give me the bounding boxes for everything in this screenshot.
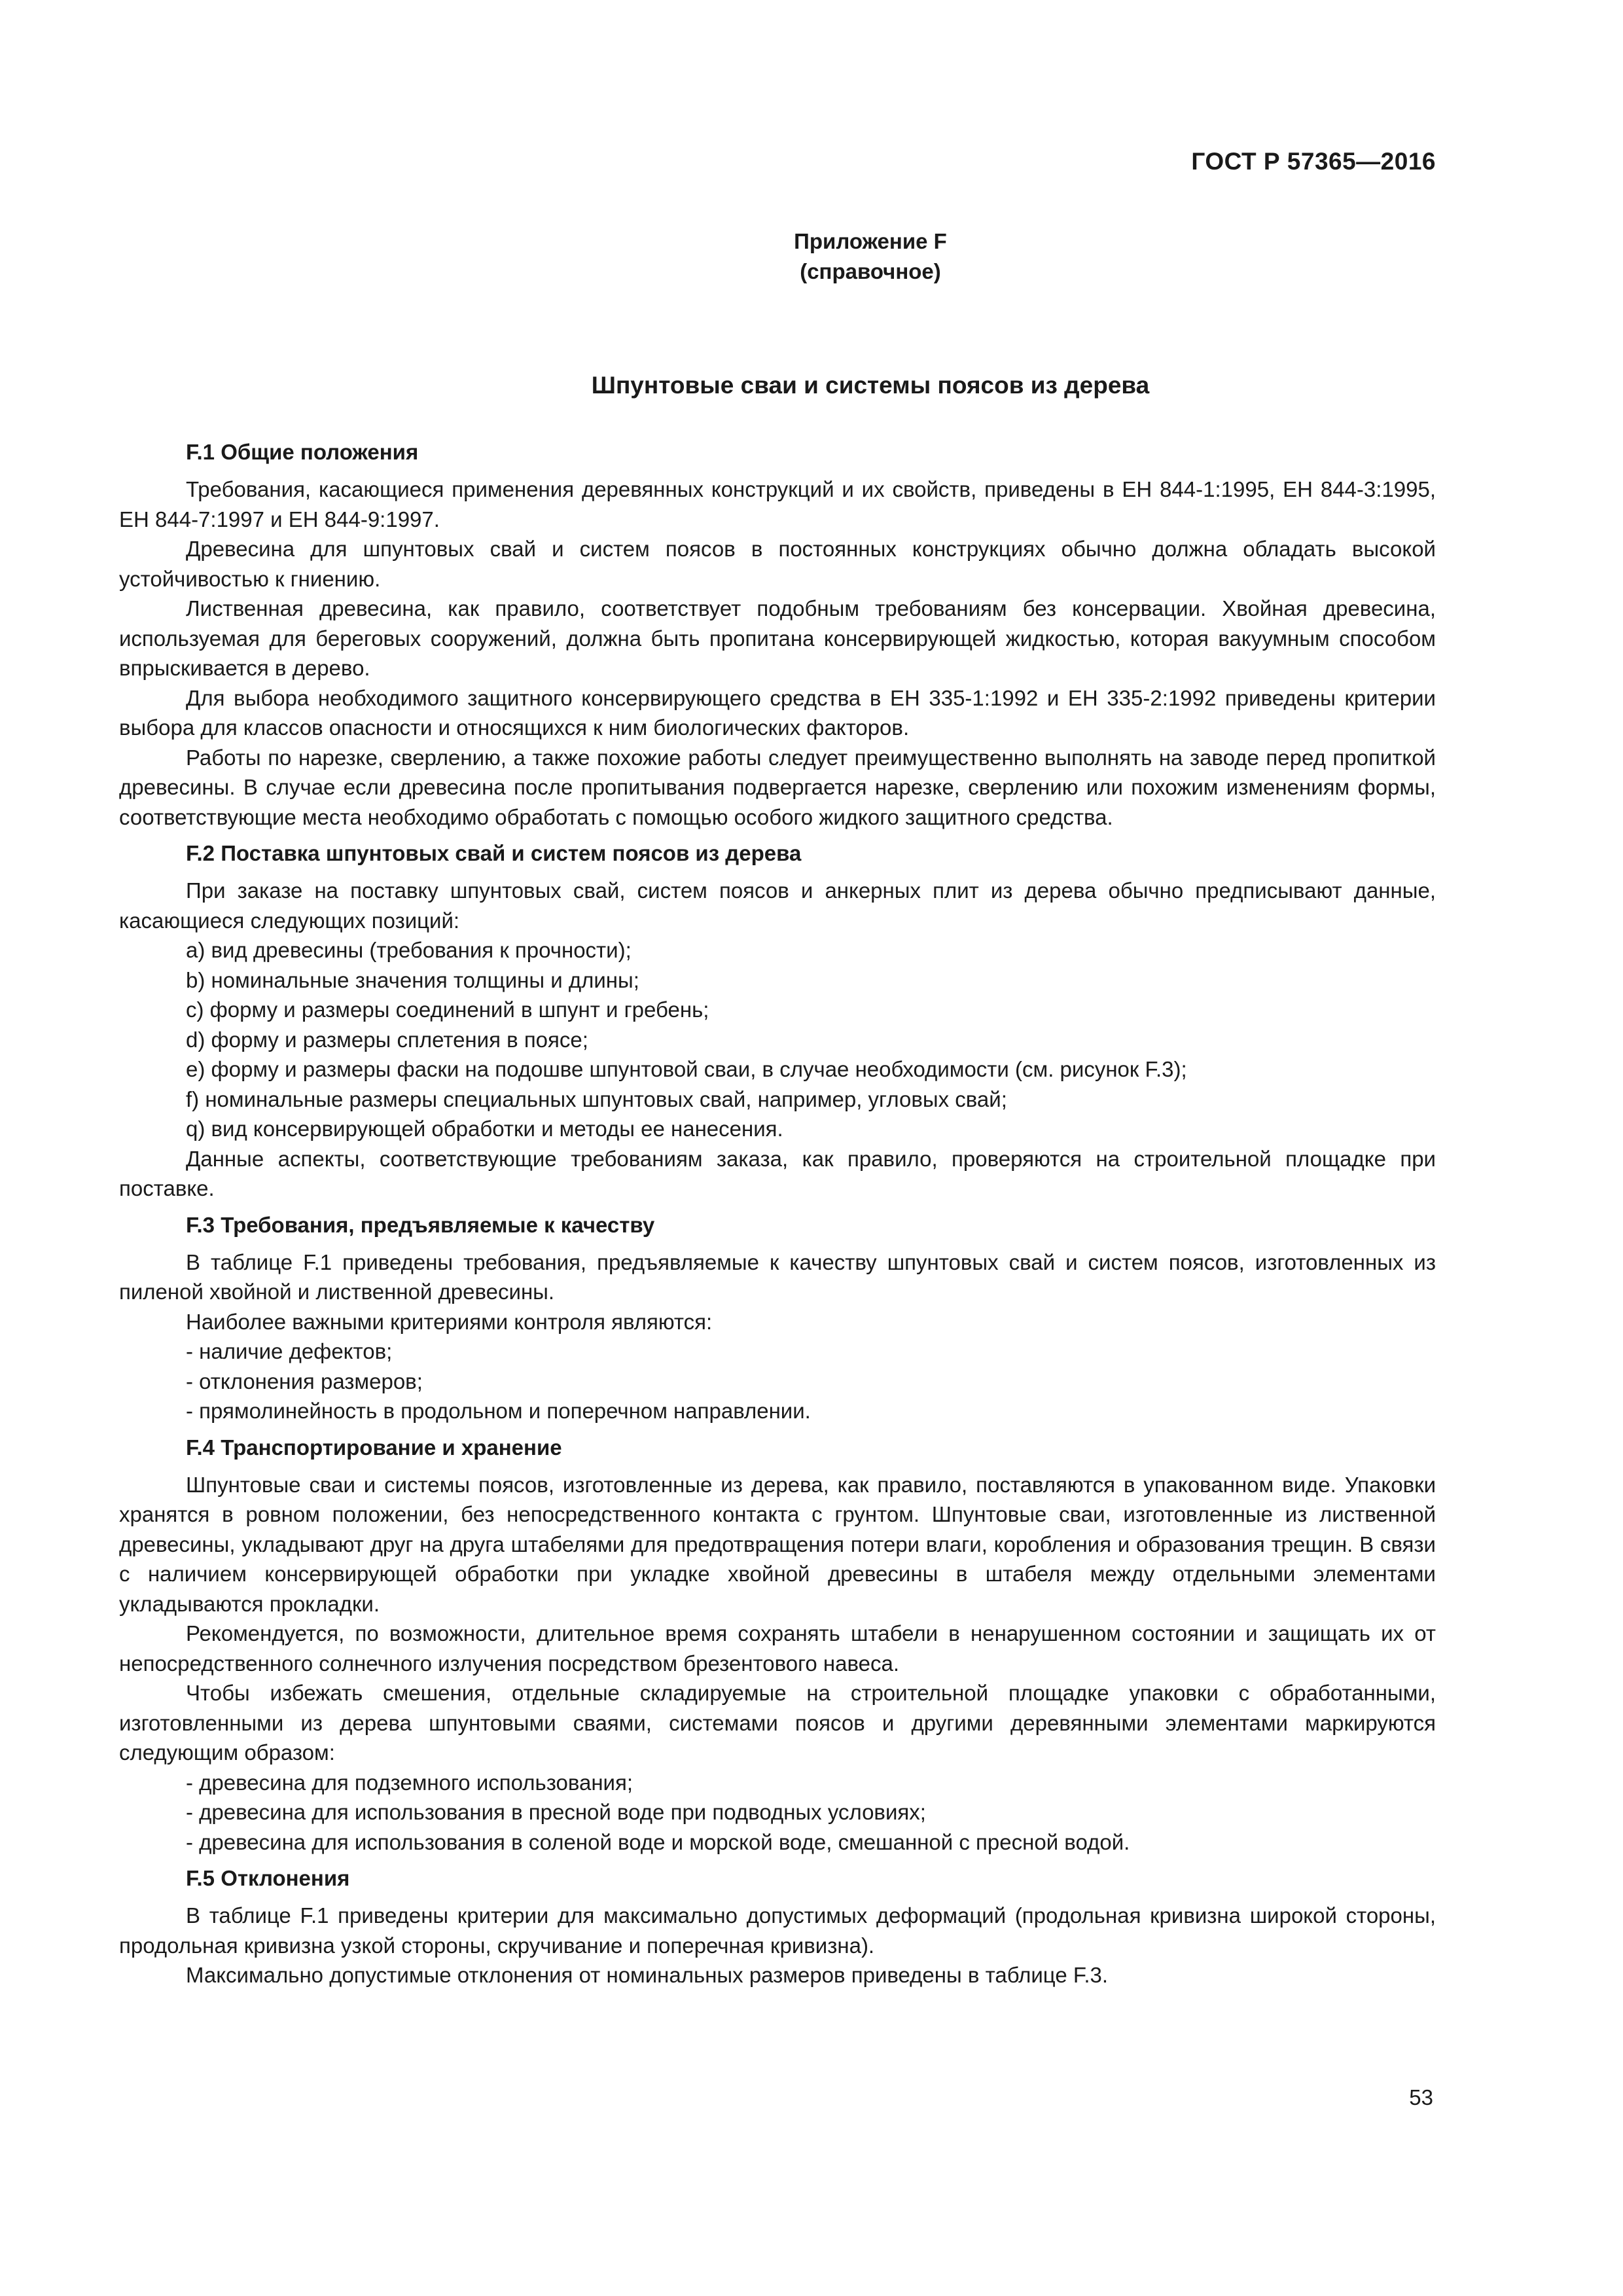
- list-item: q) вид консервирующей обработки и методы ее нанесения.: [186, 1117, 783, 1141]
- list-item: f) номинальные размеры специальных шпунтовых свай, например, угловых свай;: [186, 1086, 1007, 1111]
- list-item: - отклонения размеров;: [186, 1369, 423, 1393]
- paragraph: Рекомендуется, по возможности, длительное время сохранять штабели в ненарушенном состоянии и защищать их от непосредственного солнечного излучения посредством брезентового навеса.: [119, 1621, 1436, 1676]
- section-heading: F.4 Транспортирование и хранение: [186, 1435, 562, 1460]
- paragraph: Шпунтовые сваи и системы поясов, изготовленные из дерева, как правило, поставляются в упакованном виде. Упаковки хранятся в ровном положении, без непосредственного контакта с грунтом. Шпунтовые сваи, изготовленные из лиственной древесины, укладывают друг на друга штабелями для предотвращения потери влаги, коробления и образования трещин. В связи с наличием консервирующей обработки при укладке хвойной древесины в штабеля между отдельными элементами укладываются прокладки.: [119, 1472, 1436, 1616]
- document-body: [119, 437, 1436, 1990]
- list-item: b) номинальные значения толщины и длины;: [186, 967, 639, 992]
- section-heading: F.5 Отклонения: [186, 1866, 350, 1890]
- list-item: - прямолинейность в продольном и поперечном направлении.: [186, 1399, 811, 1423]
- paragraph: Работы по нарезке, сверлению, а также похожие работы следует преимущественно выполнять на заводе перед пропиткой древесины. В случае если древесина после пропитывания подвергается нарезке, сверлению или похожим изменениям формы, соответствующие места необходимо обработать с помощью особого жидкого защитного средства.: [119, 745, 1436, 829]
- paragraph: Наиболее важными критериями контроля являются:: [186, 1309, 713, 1334]
- list-item: - древесина для использования в соленой воде и морской воде, смешанной с пресной водой.: [186, 1829, 1130, 1854]
- annex-heading: [0, 226, 1623, 287]
- list-item: - древесина для использования в пресной воде при подводных условиях;: [186, 1800, 926, 1824]
- paragraph: В таблице F.1 приведены критерии для максимально допустимых деформаций (продольная кривизна широкой стороны, продольная кривизна узкой стороны, скручивание и поперечная кривизна).: [119, 1903, 1436, 1958]
- list-item: - древесина для подземного использования;: [186, 1770, 633, 1795]
- paragraph: Древесина для шпунтовых свай и систем поясов в постоянных конструкциях обычно должна обладать высокой устойчивостью к гниению.: [119, 537, 1436, 591]
- paragraph: В таблице F.1 приведены требования, предъявляемые к качеству шпунтовых свай и систем поясов, изготовленных из пиленой хвойной и лиственной древесины.: [119, 1249, 1436, 1304]
- document-title: Шпунтовые сваи и системы поясов из дерева: [591, 372, 1150, 399]
- list-item: a) вид древесины (требования к прочности);: [186, 938, 632, 962]
- standard-number: ГОСТ Р 57365—2016: [1191, 148, 1436, 175]
- paragraph: При заказе на поставку шпунтовых свай, систем поясов и анкерных плит из дерева обычно предписывают данные, касающиеся следующих позиций:: [119, 878, 1436, 933]
- list-item: e) форму и размеры фаски на подошве шпунтовой сваи, в случае необходимости (см. рисунок F.3);: [186, 1057, 1187, 1081]
- paragraph: Для выбора необходимого защитного консервирующего средства в ЕН 335-1:1992 и ЕН 335-2:1992 приведены критерии выбора для классов опасности и относящихся к ним биологических факторов.: [119, 685, 1436, 740]
- paragraph: Требования, касающиеся применения деревянных конструкций и их свойств, приведены в ЕН 844-1:1995, ЕН 844-3:1995, ЕН 844-7:1997 и ЕН 844-9:1997.: [119, 477, 1436, 531]
- paragraph: Данные аспекты, соответствующие требованиям заказа, как правило, проверяются на строительной площадке при поставке.: [119, 1146, 1436, 1200]
- document-title-wrap: [0, 372, 1623, 399]
- page-number: 53: [1409, 2085, 1433, 2109]
- section-heading: F.2 Поставка шпунтовых свай и систем поясов из дерева: [186, 841, 802, 865]
- list-item: d) форму и размеры сплетения в поясе;: [186, 1027, 588, 1052]
- list-item: - наличие дефектов;: [186, 1339, 393, 1363]
- section-heading: F.1 Общие положения: [186, 440, 419, 464]
- list-item: c) форму и размеры соединений в шпунт и гребень;: [186, 997, 709, 1022]
- paragraph: Максимально допустимые отклонения от номинальных размеров приведены в таблице F.3.: [186, 1963, 1109, 1987]
- annex-type: (справочное): [800, 259, 941, 283]
- paragraph: Чтобы избежать смешения, отдельные складируемые на строительной площадке упаковки с обработанными, изготовленными из дерева шпунтовыми сваями, системами поясов и другими деревянными элементами маркируются следующим образом:: [119, 1681, 1436, 1765]
- paragraph: Лиственная древесина, как правило, соответствует подобным требованиям без консервации. Хвойная древесина, используемая для береговых сооружений, должна быть пропитана консервирующей жидкостью, которая вакуумным способом впрыскивается в дерево.: [119, 596, 1436, 680]
- annex-title: Приложение F: [794, 229, 947, 253]
- section-heading: F.3 Требования, предъявляемые к качеству: [186, 1212, 655, 1237]
